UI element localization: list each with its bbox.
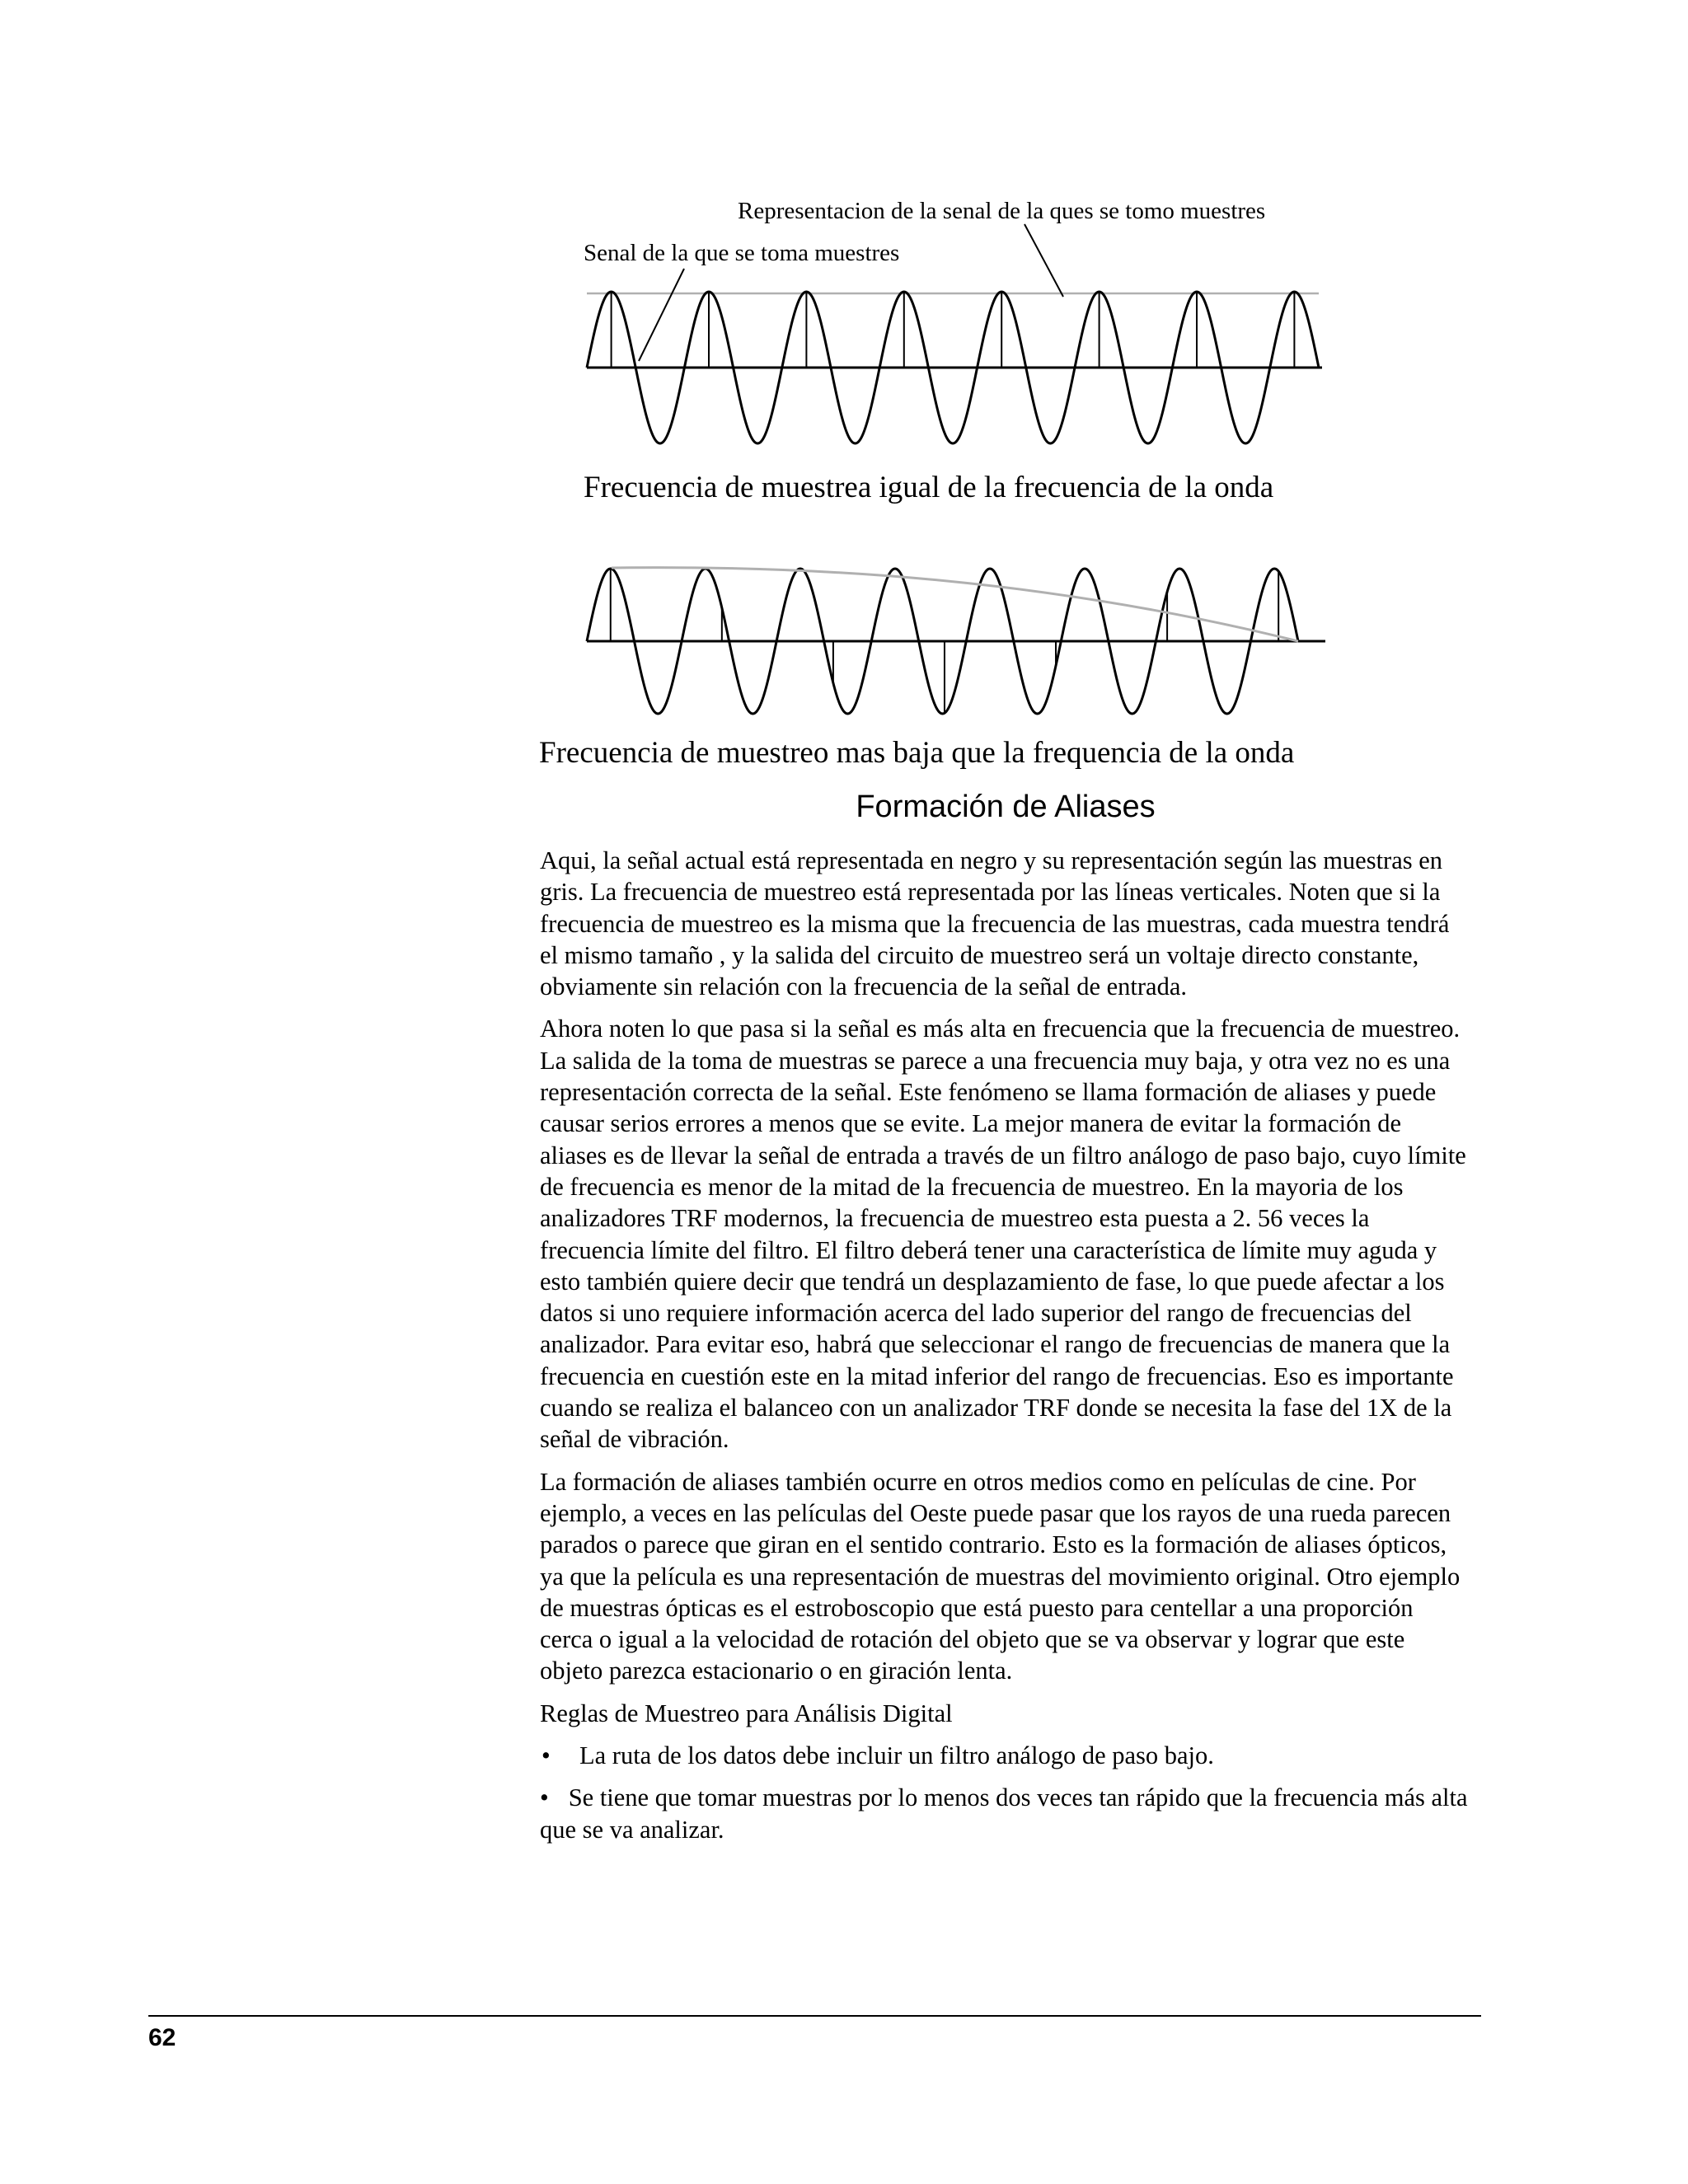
paragraph-1: Aqui, la señal actual está representada en negro y su representación según las muestras en gris. La frecuencia de muestreo está representada por las líneas verticales. Noten que si la frecuencia de muestreo es la misma que la frecuencia de las muestras, cada muestra tendrá el mismo tamaño , y la salida del circuito de muestreo será un voltaje directo constante, obviamente sin relación con la frecuencia de la señal de entrada. xyxy=(540,846,1450,1001)
rules-heading: Reglas de Muestreo para Análisis Digital xyxy=(540,1699,953,1727)
paragraph-3: La formación de aliases también ocurre en otros medios como en películas de cine. Por ejemplo, a veces en las películas del Oeste puede pasar que los rayos de una rueda parecen parados o parece que giran en el sentido contrario. Esto es la formación de aliases ópticos, ya que la película es una representación de muestras del movimiento original. Otro ejemplo de muestras ópticas es el estroboscopio que está puesto para centellar a una proporción cerca o igual a la velocidad de rotación del objeto que se va observar y lograr que este objeto parezca estacionario o en giración lenta. xyxy=(540,1467,1461,1685)
page-number: 62 xyxy=(148,2024,176,2051)
figure-lower-sampling xyxy=(0,0,1688,742)
section-title: Formación de Aliases xyxy=(856,790,1156,824)
bullet-item-2 xyxy=(540,1782,1471,1845)
bullet-text: La ruta de los datos debe incluir un filtro análogo de paso bajo. xyxy=(579,1741,1214,1770)
bullet-dot: • xyxy=(540,1783,549,1812)
reconstruction-label: Representacion de la senal de la ques se tomo muestres xyxy=(738,198,1266,224)
bullet-item-1 xyxy=(540,1740,1471,1771)
footer-rule xyxy=(148,2015,1481,2017)
signal-label: Senal de la que se toma muestres xyxy=(584,240,900,266)
bullet-text: Se tiene que tomar muestras por lo menos dos veces tan rápido que la frecuencia más alta que se va analizar. xyxy=(540,1783,1468,1844)
body-text xyxy=(540,845,1471,1856)
figure1-caption: Frecuencia de muestrea igual de la frecuencia de la onda xyxy=(584,471,1274,504)
paragraph-2: Ahora noten lo que pasa si la señal es más alta en frecuencia que la frecuencia de muestreo. La salida de la toma de muestras se parece a una frecuencia muy baja, y otra vez no es una representación correcta de la señal. Este fenómeno se llama formación de aliases y puede causar serios errores a menos que se evite. La mejor manera de evitar la formación de aliases es de llevar la señal de entrada a través de un filtro análogo de paso bajo, cuyo límite de frecuencia es menor de la mitad de la frecuencia de muestreo. En la mayoria de los analizadores TRF modernos, la frecuencia de muestreo esta puesta a 2. 56 veces la frecuencia límite del filtro. El filtro deberá tener una característica de límite muy aguda y esto también quiere decir que tendrá un desplazamiento de fase, lo que puede afectar a los datos si uno requiere información acerca del lado superior del rango de frecuencias del analizador. Para evitar eso, habrá que seleccionar el rango de frecuencias de manera que la frecuencia en cuestión este en la mitad inferior del rango de frecuencias. Eso es importante cuando se realiza el balanceo con un analizador TRF donde se necesita la fase del 1X de la señal de vibración. xyxy=(540,1015,1466,1454)
figure2-caption: Frecuencia de muestreo mas baja que la frequencia de la onda xyxy=(539,736,1295,770)
bullet-dot: • xyxy=(542,1741,551,1770)
